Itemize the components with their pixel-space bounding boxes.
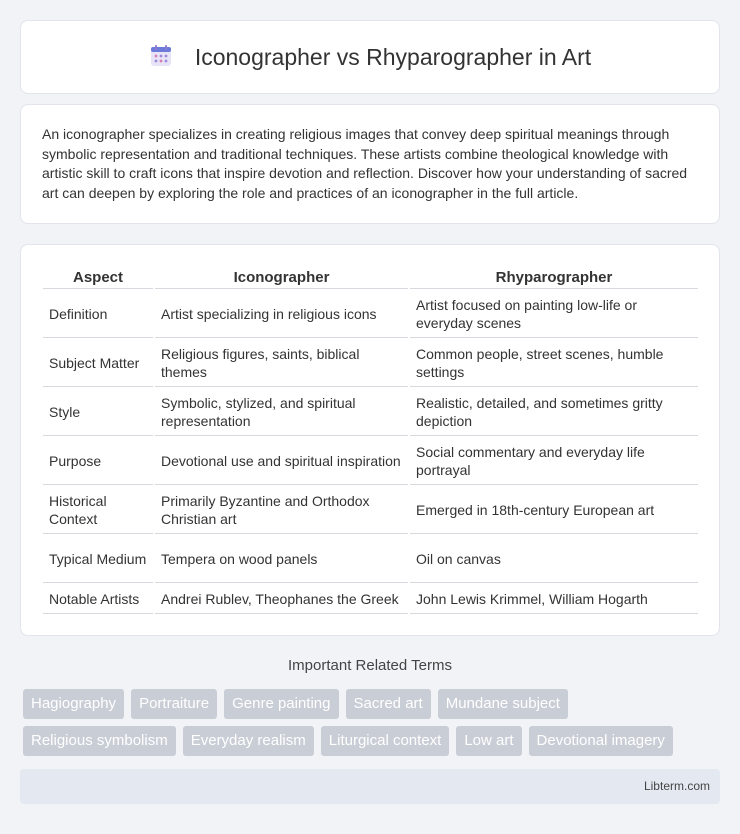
tag-religious-symbolism[interactable]: Religious symbolism	[23, 726, 176, 756]
row-rhyparographer: John Lewis Krimmel, William Hogarth	[410, 585, 698, 614]
calendar-icon	[149, 44, 173, 68]
tag-genre-painting[interactable]: Genre painting	[224, 689, 338, 719]
header-rhyparographer: Rhyparographer	[410, 267, 698, 289]
related-tags-row	[23, 726, 723, 756]
tag-hagiography[interactable]: Hagiography	[23, 689, 124, 719]
row-rhyparographer: Emerged in 18th-century European art	[410, 487, 698, 534]
tag-liturgical-context[interactable]: Liturgical context	[321, 726, 450, 756]
tag-portraiture[interactable]: Portraiture	[131, 689, 217, 719]
row-aspect: Subject Matter	[43, 340, 153, 387]
row-aspect: Typical Medium	[43, 536, 153, 583]
row-aspect: Notable Artists	[43, 585, 153, 614]
row-iconographer: Tempera on wood panels	[155, 536, 408, 583]
footer-site-link[interactable]: Libterm.com	[20, 769, 720, 804]
row-iconographer: Artist specializing in religious icons	[155, 291, 408, 338]
tag-devotional-imagery[interactable]: Devotional imagery	[529, 726, 673, 756]
table-row	[43, 389, 698, 436]
row-rhyparographer: Artist focused on painting low-life or everyday scenes	[410, 291, 698, 338]
title-card	[20, 20, 720, 94]
tag-mundane-subject[interactable]: Mundane subject	[438, 689, 568, 719]
table-row	[43, 438, 698, 485]
table-row	[43, 291, 698, 338]
row-iconographer: Primarily Byzantine and Orthodox Christian art	[155, 487, 408, 534]
row-aspect: Historical Context	[43, 487, 153, 534]
tag-low-art[interactable]: Low art	[456, 726, 521, 756]
header-iconographer: Iconographer	[155, 267, 408, 289]
table-row	[43, 585, 698, 614]
row-iconographer: Andrei Rublev, Theophanes the Greek	[155, 585, 408, 614]
header-aspect: Aspect	[43, 267, 153, 289]
row-rhyparographer: Realistic, detailed, and sometimes gritty depiction	[410, 389, 698, 436]
table-row	[43, 536, 698, 583]
intro-text: An iconographer specializes in creating religious images that convey deep spiritual meanings through symbolic representation and traditional techniques. These artists combine theological knowledge with artistic skill to craft icons that inspire devotion and reflection. Discover how your understanding of sacred art can deepen by exploring the role and practices of an iconographer in the full article.	[42, 126, 688, 201]
page-title: Iconographer vs Rhyparographer in Art	[194, 43, 592, 70]
row-iconographer: Religious figures, saints, biblical themes	[155, 340, 408, 387]
table-header-row	[43, 267, 698, 289]
row-iconographer: Devotional use and spiritual inspiration	[155, 438, 408, 485]
related-terms-title: Important Related Terms	[288, 657, 452, 674]
row-rhyparographer: Common people, street scenes, humble settings	[410, 340, 698, 387]
table-row	[43, 340, 698, 387]
row-aspect: Style	[43, 389, 153, 436]
tag-everyday-realism[interactable]: Everyday realism	[183, 726, 314, 756]
comparison-table	[41, 265, 700, 616]
intro-card	[20, 104, 720, 224]
tag-sacred-art[interactable]: Sacred art	[346, 689, 431, 719]
related-tags-row	[23, 689, 723, 719]
comparison-card	[20, 244, 720, 636]
row-aspect: Definition	[43, 291, 153, 338]
table-row	[43, 487, 698, 534]
row-iconographer: Symbolic, stylized, and spiritual representation	[155, 389, 408, 436]
row-rhyparographer: Social commentary and everyday life portrayal	[410, 438, 698, 485]
row-rhyparographer: Oil on canvas	[410, 536, 698, 583]
row-aspect: Purpose	[43, 438, 153, 485]
